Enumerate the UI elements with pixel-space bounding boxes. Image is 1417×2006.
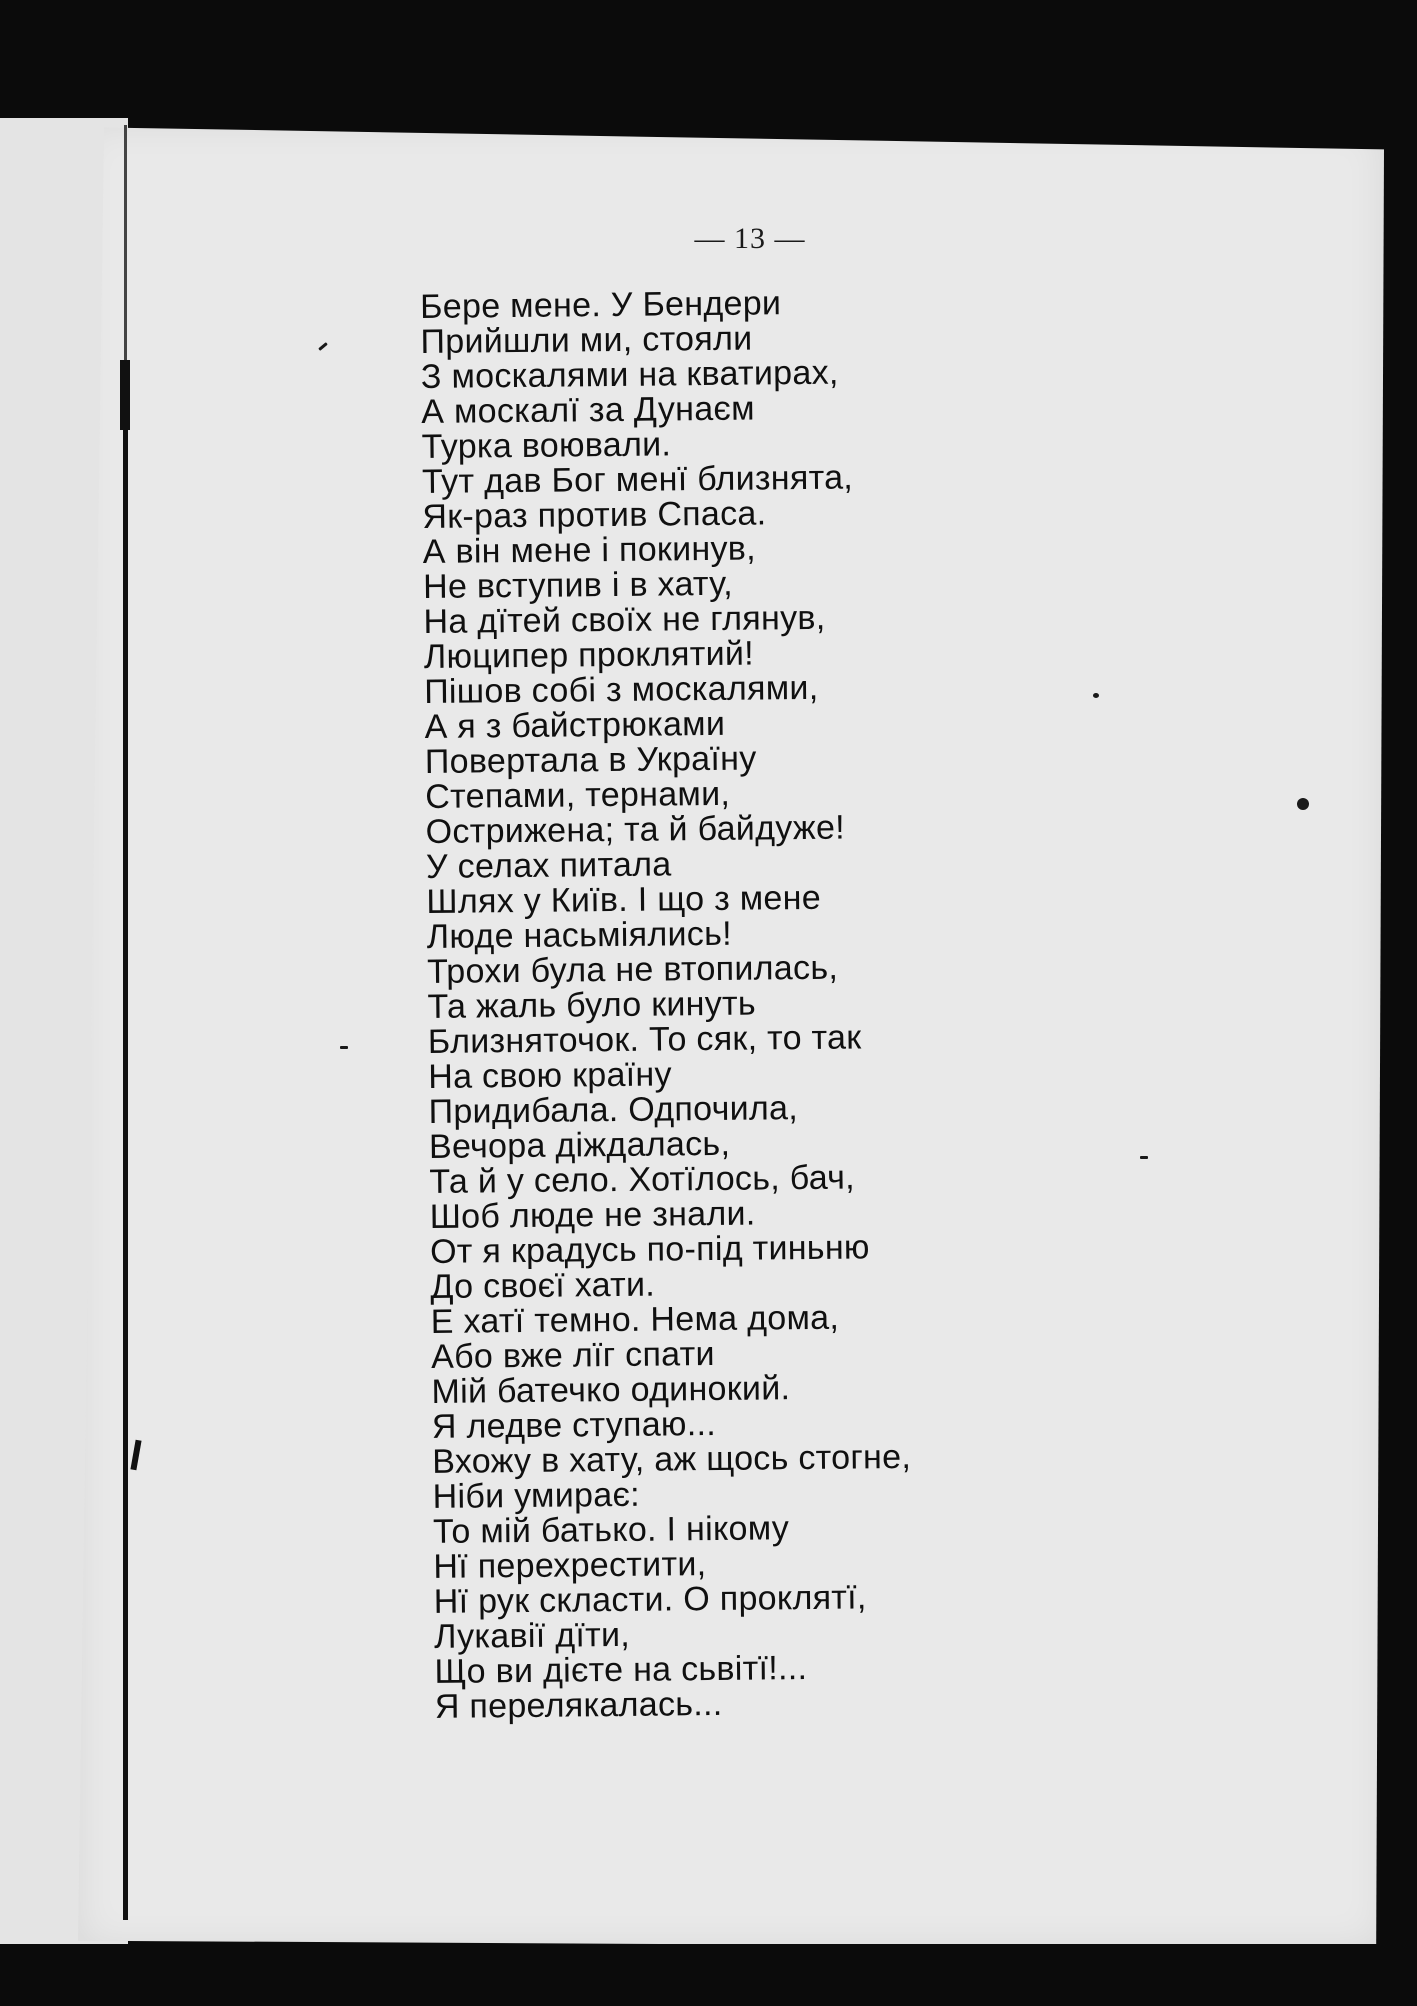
scan-right-edge [1384, 150, 1417, 2006]
page-gutter-top [124, 125, 127, 365]
poem-line: Вечора діждалась, [428, 1124, 731, 1166]
poem-line: Бере мене. У Бендери [419, 284, 782, 326]
poem-line: Лукавії дїти, [433, 1615, 631, 1656]
poem-line: Я перелякалась... [434, 1684, 723, 1726]
poem-line: Тут дав Бог менї близнята, [421, 458, 854, 501]
poem-line: Як-раз против Спаса. [422, 494, 767, 536]
poem-line: До своєї хати. [430, 1265, 656, 1306]
poem-line: А москалї за Дунаєм [421, 389, 755, 431]
poem-line: На дїтей своїх не глянув, [423, 598, 826, 641]
poem-line: Нї перехрестити, [433, 1545, 707, 1586]
poem-line: Мій батечко одинокий. [431, 1369, 791, 1411]
poem-line: На свою країну [428, 1055, 672, 1096]
poem-line: Шлях у Київ. І що з мене [426, 878, 822, 921]
poem-line: Що ви дієте на сьвітї!... [434, 1649, 808, 1691]
ink-speck [1297, 798, 1309, 810]
poem-line: Турка воювали. [421, 425, 672, 466]
scan-bottom-edge [0, 1944, 1417, 2006]
poem-line: Я ледве ступаю... [431, 1404, 717, 1446]
poem-line: Не вступив і в хату, [422, 564, 734, 606]
ink-speck [1093, 693, 1099, 698]
poem-line: То мій батько. І нікому [432, 1509, 790, 1551]
poem-line: Степами, тернами, [425, 774, 731, 816]
poem-line: Люципер проклятий! [423, 634, 755, 676]
poem-text [420, 284, 1055, 1725]
poem-line: Острижена; та й байдуже! [425, 808, 846, 851]
poem-line: Нї рук скласти. О проклятї, [433, 1578, 867, 1621]
poem-line: А я з байстрюками [424, 704, 726, 746]
poem-line: Та й у село. Хотїлось, бач, [429, 1158, 856, 1201]
poem-line: Повертала в Україну [424, 739, 757, 781]
poem-line: Або вже лїг спати [430, 1334, 716, 1376]
gutter-mark [120, 360, 130, 430]
poem-line: Ніби умирає: [432, 1475, 641, 1516]
ink-speck [1140, 1156, 1148, 1159]
poem-line: От я крадусь по-під тиньню [429, 1228, 870, 1271]
poem-line: Близняточок. То сяк, то так [427, 1018, 862, 1061]
page-gutter-line [123, 360, 128, 1920]
poem-line: Вхожу в хату, аж щось стогне, [432, 1437, 912, 1481]
poem-line: Та жаль було кинуть [427, 984, 757, 1026]
poem-line: З москалями на кватирах, [420, 353, 839, 396]
ink-speck [340, 1046, 348, 1049]
poem-line: Прийшли ми, стояли [420, 319, 753, 361]
poem-line: Е хатї темно. Нема дома, [430, 1298, 840, 1341]
page-number: — 13 — [694, 222, 806, 255]
poem-line: Придибала. Одпочила, [428, 1089, 799, 1131]
poem-line: Шоб люде не знали. [429, 1194, 756, 1236]
poem-line: У селах питала [425, 845, 672, 886]
poem-line: А він мене і покинув, [422, 529, 757, 571]
poem-line: Пішов собі з москалями, [424, 668, 819, 711]
poem-line: Трохи була не втопилась, [426, 948, 839, 991]
poem-line: Люде насьміялись! [426, 914, 733, 956]
